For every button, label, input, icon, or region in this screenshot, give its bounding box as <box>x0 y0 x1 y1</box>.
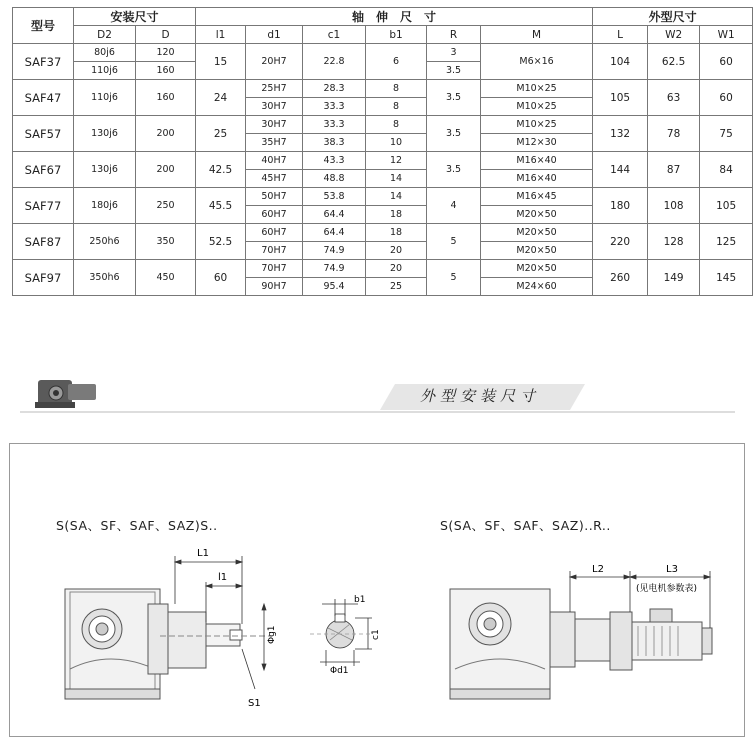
cell-c1: 48.8 <box>303 170 366 188</box>
cell-w2: 108 <box>648 188 700 224</box>
header-shaft: 轴 伸 尺 寸 <box>196 8 593 26</box>
cell-c1: 53.8 <box>303 188 366 206</box>
cell-b1: 14 <box>366 170 427 188</box>
cell-r: 3 <box>427 44 481 62</box>
cell-b1: 10 <box>366 134 427 152</box>
cell-w2: 149 <box>648 260 700 296</box>
table-row <box>13 260 753 278</box>
shaft-section-drawing <box>310 599 372 666</box>
label-phi-g1: Φg1 <box>267 625 277 644</box>
cell-c1: 74.9 <box>303 260 366 278</box>
cell-l: 220 <box>593 224 648 260</box>
cell-l: 105 <box>593 80 648 116</box>
cell-b1: 18 <box>366 206 427 224</box>
cell-r: 5 <box>427 224 481 260</box>
cell-c1: 74.9 <box>303 242 366 260</box>
model-cell: SAF67 <box>13 152 74 188</box>
cell-d2: 130j6 <box>74 152 136 188</box>
cell-w2: 128 <box>648 224 700 260</box>
cell-d: 160 <box>136 62 196 80</box>
column-header-r: R <box>427 26 481 44</box>
cell-l: 144 <box>593 152 648 188</box>
label-S1: S1 <box>248 698 261 709</box>
cell-d1: 90H7 <box>246 278 303 296</box>
cell-b1: 8 <box>366 80 427 98</box>
cell-r: 4 <box>427 188 481 224</box>
cell-w1: 60 <box>700 80 753 116</box>
label-l1: l1 <box>218 572 228 583</box>
cell-w1: 60 <box>700 44 753 80</box>
cell-l1: 25 <box>196 116 246 152</box>
cell-d1: 60H7 <box>246 206 303 224</box>
cell-m: M10×25 <box>481 80 593 98</box>
cell-c1: 64.4 <box>303 224 366 242</box>
cell-m: M10×25 <box>481 116 593 134</box>
cell-d1: 50H7 <box>246 188 303 206</box>
cell-w1: 145 <box>700 260 753 296</box>
cell-d: 450 <box>136 260 196 296</box>
cell-r: 3.5 <box>427 152 481 188</box>
label-L3: L3 <box>666 564 678 575</box>
cell-l1: 60 <box>196 260 246 296</box>
cell-m: M20×50 <box>481 260 593 278</box>
header-install: 安装尺寸 <box>74 8 196 26</box>
column-header-c1: c1 <box>303 26 366 44</box>
table-row <box>13 80 753 98</box>
right-gearmotor-drawing <box>450 589 712 699</box>
cell-l1: 45.5 <box>196 188 246 224</box>
cell-w1: 75 <box>700 116 753 152</box>
model-cell: SAF97 <box>13 260 74 296</box>
cell-l1: 42.5 <box>196 152 246 188</box>
cell-l1: 24 <box>196 80 246 116</box>
column-header-d: D <box>136 26 196 44</box>
section-title: 外型安装尺寸 <box>420 387 541 405</box>
cell-d1: 40H7 <box>246 152 303 170</box>
cell-l1: 52.5 <box>196 224 246 260</box>
cell-b1: 6 <box>366 44 427 80</box>
cell-d1: 70H7 <box>246 260 303 278</box>
table-row <box>13 44 753 62</box>
cell-c1: 33.3 <box>303 98 366 116</box>
cell-b1: 20 <box>366 260 427 278</box>
header-model: 型号 <box>13 8 74 44</box>
cell-b1: 18 <box>366 224 427 242</box>
cell-r: 3.5 <box>427 62 481 80</box>
cell-d1: 70H7 <box>246 242 303 260</box>
cell-m: M16×40 <box>481 170 593 188</box>
cell-d: 200 <box>136 116 196 152</box>
cell-d: 250 <box>136 188 196 224</box>
gearbox-thumbnail-icon <box>35 380 96 408</box>
cell-b1: 25 <box>366 278 427 296</box>
cell-c1: 38.3 <box>303 134 366 152</box>
model-cell: SAF37 <box>13 44 74 80</box>
model-cell: SAF57 <box>13 116 74 152</box>
model-cell: SAF47 <box>13 80 74 116</box>
cell-d1: 45H7 <box>246 170 303 188</box>
label-L1: L1 <box>197 548 209 559</box>
left-gearbox-drawing <box>65 589 272 699</box>
model-cell: SAF87 <box>13 224 74 260</box>
cell-d1: 30H7 <box>246 98 303 116</box>
cell-d2: 130j6 <box>74 116 136 152</box>
cell-b1: 14 <box>366 188 427 206</box>
cell-d: 350 <box>136 224 196 260</box>
cell-c1: 95.4 <box>303 278 366 296</box>
cell-l: 260 <box>593 260 648 296</box>
cell-l1: 15 <box>196 44 246 80</box>
model-cell: SAF77 <box>13 188 74 224</box>
table-row <box>13 188 753 206</box>
technical-drawing <box>10 444 744 736</box>
cell-d1: 20H7 <box>246 44 303 80</box>
cell-d: 120 <box>136 44 196 62</box>
cell-m: M10×25 <box>481 98 593 116</box>
cell-c1: 28.3 <box>303 80 366 98</box>
cell-w2: 78 <box>648 116 700 152</box>
label-motor-note: (见电机参数表) <box>636 584 698 594</box>
column-header-w2: W2 <box>648 26 700 44</box>
cell-m: M20×50 <box>481 242 593 260</box>
cell-c1: 64.4 <box>303 206 366 224</box>
label-b1: b1 <box>354 595 366 605</box>
section-banner <box>0 360 753 420</box>
cell-d1: 35H7 <box>246 134 303 152</box>
cell-c1: 33.3 <box>303 116 366 134</box>
column-header-m: M <box>481 26 593 44</box>
cell-m: M16×40 <box>481 152 593 170</box>
cell-c1: 43.3 <box>303 152 366 170</box>
cell-d2: 110j6 <box>74 62 136 80</box>
column-header-b1: b1 <box>366 26 427 44</box>
table-row <box>13 152 753 170</box>
cell-d2: 110j6 <box>74 80 136 116</box>
cell-b1: 8 <box>366 116 427 134</box>
label-c1: c1 <box>371 629 381 640</box>
cell-b1: 20 <box>366 242 427 260</box>
cell-b1: 8 <box>366 98 427 116</box>
cell-w2: 62.5 <box>648 44 700 80</box>
table-row <box>13 116 753 134</box>
cell-l: 180 <box>593 188 648 224</box>
cell-r: 5 <box>427 260 481 296</box>
cell-b1: 12 <box>366 152 427 170</box>
cell-m: M24×60 <box>481 278 593 296</box>
cell-w2: 63 <box>648 80 700 116</box>
cell-m: M16×45 <box>481 188 593 206</box>
dimension-table <box>12 7 753 296</box>
cell-d1: 25H7 <box>246 80 303 98</box>
column-header-d2: D2 <box>74 26 136 44</box>
label-L2: L2 <box>592 564 604 575</box>
cell-w2: 87 <box>648 152 700 188</box>
cell-m: M20×50 <box>481 206 593 224</box>
cell-w1: 125 <box>700 224 753 260</box>
label-phi-d1: Φd1 <box>330 666 349 676</box>
cell-w1: 105 <box>700 188 753 224</box>
cell-d2: 80j6 <box>74 44 136 62</box>
cell-w1: 84 <box>700 152 753 188</box>
table-row <box>13 224 753 242</box>
column-header-l: L <box>593 26 648 44</box>
cell-m: M20×50 <box>481 224 593 242</box>
cell-d: 200 <box>136 152 196 188</box>
cell-m: M6×16 <box>481 44 593 80</box>
cell-m: M12×30 <box>481 134 593 152</box>
column-header-w1: W1 <box>700 26 753 44</box>
left-drawing-caption: S(SA、SF、SAF、SAZ)S.. <box>56 518 218 533</box>
cell-d2: 350h6 <box>74 260 136 296</box>
cell-d2: 180j6 <box>74 188 136 224</box>
cell-l: 104 <box>593 44 648 80</box>
column-header-d1: d1 <box>246 26 303 44</box>
header-outline: 外型尺寸 <box>593 8 753 26</box>
drawing-panel <box>9 443 745 737</box>
cell-d: 160 <box>136 80 196 116</box>
right-drawing-caption: S(SA、SF、SAF、SAZ)..R.. <box>440 518 611 533</box>
column-header-l1: l1 <box>196 26 246 44</box>
cell-r: 3.5 <box>427 116 481 152</box>
cell-d2: 250h6 <box>74 224 136 260</box>
cell-d1: 60H7 <box>246 224 303 242</box>
cell-d1: 30H7 <box>246 116 303 134</box>
cell-l: 132 <box>593 116 648 152</box>
cell-r: 3.5 <box>427 80 481 116</box>
cell-c1: 22.8 <box>303 44 366 80</box>
